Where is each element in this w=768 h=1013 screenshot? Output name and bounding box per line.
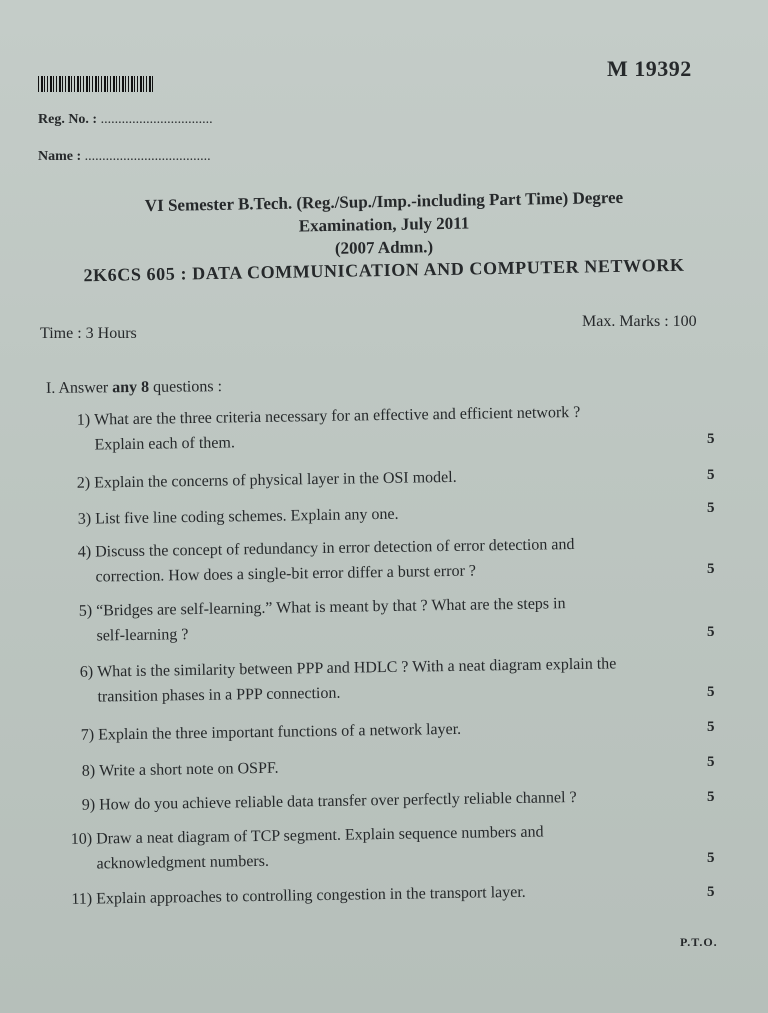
question-4-marks: 5 bbox=[707, 561, 715, 577]
question-text-cont: acknowledgment numbers. bbox=[96, 852, 270, 873]
question-number: 2) bbox=[76, 474, 91, 492]
page-turn-over: P.T.O. bbox=[680, 935, 718, 949]
exam-title-line2: Examination, July 2011 bbox=[298, 213, 470, 236]
question-text-cont: Explain each of them. bbox=[94, 434, 236, 454]
question-10 bbox=[66, 824, 544, 874]
question-5-marks: 5 bbox=[707, 624, 715, 640]
question-number: 5) bbox=[78, 602, 93, 620]
course-title: 2K6CS 605 : DATA COMMUNICATION AND COMPUTER NETWORK bbox=[83, 254, 685, 286]
question-text-cont: self-learning ? bbox=[96, 626, 189, 645]
question-9-marks: 5 bbox=[707, 789, 715, 805]
time-allowed: Time : 3 Hours bbox=[40, 325, 137, 342]
question-text: Explain the concerns of physical layer in the OSI model. bbox=[93, 468, 457, 492]
question-number: 8) bbox=[81, 762, 96, 780]
name-field bbox=[38, 149, 211, 165]
question-7 bbox=[68, 721, 461, 745]
question-11-marks: 5 bbox=[707, 884, 715, 900]
question-number: 7) bbox=[80, 726, 95, 744]
question-number: 9) bbox=[81, 796, 96, 814]
question-text: “Bridges are self-learning.” What is meant by that ? What are the steps in bbox=[95, 595, 566, 620]
question-6 bbox=[67, 655, 617, 707]
question-number: 6) bbox=[79, 663, 94, 681]
instruction-pre: Answer bbox=[58, 379, 109, 397]
instruction-bold: any 8 bbox=[112, 378, 150, 397]
question-text-cont: transition phases in a PPP connection. bbox=[97, 684, 341, 706]
question-text: Discuss the concept of redundancy in error detection of error detection and bbox=[94, 535, 575, 561]
question-11 bbox=[66, 884, 526, 909]
question-10-marks: 5 bbox=[707, 850, 715, 866]
max-marks: Max. Marks : 100 bbox=[582, 313, 697, 330]
question-1-marks: 5 bbox=[707, 431, 715, 447]
instruction-post: questions : bbox=[153, 378, 223, 396]
reg-no-blank: ................................ bbox=[100, 112, 213, 127]
question-number: 11) bbox=[71, 890, 93, 908]
question-number: 10) bbox=[70, 830, 93, 848]
question-number: 4) bbox=[77, 543, 92, 561]
section-instruction bbox=[46, 378, 222, 398]
question-5 bbox=[66, 595, 566, 646]
question-2 bbox=[64, 469, 457, 493]
question-text-cont: correction. How does a single-bit error differ a burst error ? bbox=[95, 562, 477, 586]
question-3-marks: 5 bbox=[707, 500, 715, 516]
question-8 bbox=[69, 760, 279, 781]
reg-no-label: Reg. No. : bbox=[38, 112, 98, 127]
question-text: How do you achieve reliable data transfer over perfectly reliable channel ? bbox=[98, 789, 577, 814]
exam-title-line1: VI Semester B.Tech. (Reg./Sup./Imp.-including Part Time) Degree bbox=[144, 187, 624, 216]
question-text: Write a short note on OSPF. bbox=[98, 759, 279, 780]
question-6-marks: 5 bbox=[707, 684, 715, 700]
question-number: 1) bbox=[76, 411, 91, 429]
question-2-marks: 5 bbox=[707, 467, 715, 483]
question-7-marks: 5 bbox=[707, 719, 715, 735]
reg-no-field bbox=[38, 112, 213, 128]
question-text: Explain approaches to controlling congestion in the transport layer. bbox=[95, 883, 526, 908]
question-1 bbox=[64, 404, 581, 455]
section-number: I. bbox=[45, 379, 56, 397]
question-9 bbox=[69, 789, 577, 815]
question-text: Explain the three important functions of a network layer. bbox=[97, 720, 462, 744]
name-blank: .................................... bbox=[84, 149, 211, 164]
question-8-marks: 5 bbox=[707, 754, 715, 770]
barcode bbox=[38, 76, 154, 92]
question-3 bbox=[65, 506, 399, 529]
question-text: What is the similarity between PPP and HDLC ? With a neat diagram explain the bbox=[96, 655, 617, 681]
question-4 bbox=[65, 536, 575, 587]
question-text: List five line coding schemes. Explain any one. bbox=[94, 505, 399, 528]
paper-code: M 19392 bbox=[607, 56, 692, 81]
exam-title-line3: (2007 Admn.) bbox=[334, 237, 434, 258]
question-text: What are the three criteria necessary for an effective and efficient network ? bbox=[93, 403, 581, 429]
question-number: 3) bbox=[77, 510, 92, 528]
name-label: Name : bbox=[38, 149, 82, 164]
question-text: Draw a neat diagram of TCP segment. Explain sequence numbers and bbox=[95, 823, 544, 848]
